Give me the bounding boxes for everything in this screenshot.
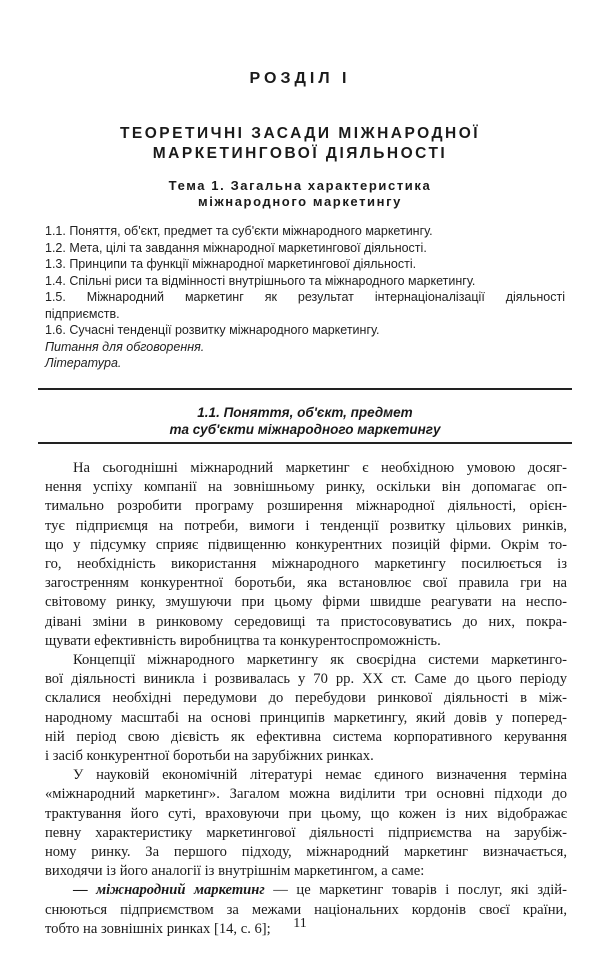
body-line: У науковій економічній літературі немає єдиного визначення терміна — [73, 767, 567, 784]
body-line: склалися необхідні передумови до перебудови ринкової діяльності в між- — [45, 690, 567, 707]
section-heading-line: та суб'єкти міжнародного маркетингу — [169, 422, 441, 437]
contents-item: підприємств. — [45, 306, 120, 321]
body-line: ному ринку. За першого підходу, міжнародний маркетинг визначається, — [45, 844, 567, 861]
body-line: певну характеристику маркетингової діяльності підприємства на зарубіж- — [45, 824, 567, 841]
topic-title-line: Тема 1. Загальна характеристика — [168, 178, 432, 193]
body-line: що у підсумку сприяє підвищенню конкурентних позицій фірми. Окрім то- — [45, 536, 567, 553]
body-line: го, необхідність використання міжнародного маркетингу посилюється із — [45, 556, 567, 573]
topic-contents — [45, 223, 565, 372]
chapter-title-line: МАРКЕТИНГОВОЇ ДІЯЛЬНОСТІ — [152, 145, 448, 162]
contents-discussion: Питання для обговорення. — [45, 339, 205, 354]
body-line: світовому ринку, змушуючи при цьому фірми швидше реагувати на неспо- — [45, 594, 567, 611]
contents-item: 1.4. Спільні риси та відмінності внутрішнього та міжнародного маркетингу. — [45, 273, 476, 288]
body-line: ній період свою дієвість як ефективна система корпоративного керування — [45, 728, 567, 745]
chapter-title-line: ТЕОРЕТИЧНІ ЗАСАДИ МІЖНАРОДНОЇ — [119, 125, 481, 142]
page-number: 11 — [293, 916, 307, 931]
body-line: і засіб конкурентної боротьби на зарубіжних ринках. — [45, 748, 374, 765]
contents-item: 1.3. Принципи та функції міжнародної маркетингової діяльності. — [45, 257, 417, 271]
body-line: вої діяльності виникла і розвивалась у 70 рр. XX ст. Саме до цього періоду — [45, 671, 567, 688]
body-line: щувати ефективність виробництва та конкурентоспроможність. — [45, 632, 441, 649]
topic-title — [60, 178, 540, 210]
body-line: нення успіху компанії на зовнішньому ринку, оскільки він допомагає оп- — [45, 479, 567, 496]
body-line: тує підприємця на потреби, вимоги і тенденції розвитку цільових ринків, — [45, 517, 567, 534]
contents-item: 1.1. Поняття, об'єкт, предмет та суб'єкти міжнародного маркетингу. — [45, 224, 433, 238]
chapter-title — [40, 124, 560, 164]
body-line: На сьогоднішні міжнародний маркетинг є необхідною умовою досяг- — [73, 460, 567, 476]
section-heading — [40, 404, 570, 438]
definition-text: — це маркетинг товарів і послуг, які здій- — [264, 882, 567, 899]
definition-dash: — — [73, 882, 88, 899]
body-line: Концепції міжнародного маркетингу як своєрідна системи маркетинго- — [73, 652, 567, 669]
body-text — [45, 459, 567, 939]
contents-item: 1.2. Мета, цілі та завдання міжнародної маркетингової діяльності. — [45, 240, 427, 255]
body-line: дівані зміни в ринковому середовищі та пристосовуватись до них, покра- — [45, 613, 567, 630]
definition-line: тобто на зовнішніх ринках [14, с. 6]; — [45, 920, 271, 937]
section-heading-line: 1.1. Поняття, об'єкт, предмет — [197, 405, 413, 420]
body-line: народному масштабі на основі принципів маркетингу, який довів у поперед- — [45, 709, 567, 726]
definition-line — [45, 881, 567, 900]
body-line: загостренням конкурентної боротьби, яка встановлює свої правила гри на — [45, 575, 567, 592]
chapter-label: РОЗДІЛ І — [249, 70, 351, 87]
heading-rule-bottom — [38, 442, 572, 444]
contents-item: 1.5. Міжнародний маркетинг як результат інтернаціоналізації діяльності — [45, 290, 565, 304]
topic-title-line: міжнародного маркетингу — [198, 194, 402, 209]
body-line: «міжнародний маркетинг». Загалом можна виділити три основні підходи до — [45, 786, 567, 803]
contents-item: 1.6. Сучасні тенденції розвитку міжнародного маркетингу. — [45, 323, 380, 337]
definition-term: міжнародний маркетинг — [96, 882, 265, 899]
body-line: трактування його суті, враховуючи при цьому, що кожен із них відображає — [45, 805, 567, 822]
body-line: тимально розробити програму розширення міжнародної діяльності, орієн- — [45, 498, 567, 515]
definition-line: снюються підприємством за межами національних кордонів своєї країни, — [45, 901, 567, 918]
heading-rule-top — [38, 388, 572, 390]
body-line: виходячи із його аналогії із внутрішнім маркетингом, а саме: — [45, 863, 425, 880]
contents-literature: Література. — [45, 356, 122, 370]
